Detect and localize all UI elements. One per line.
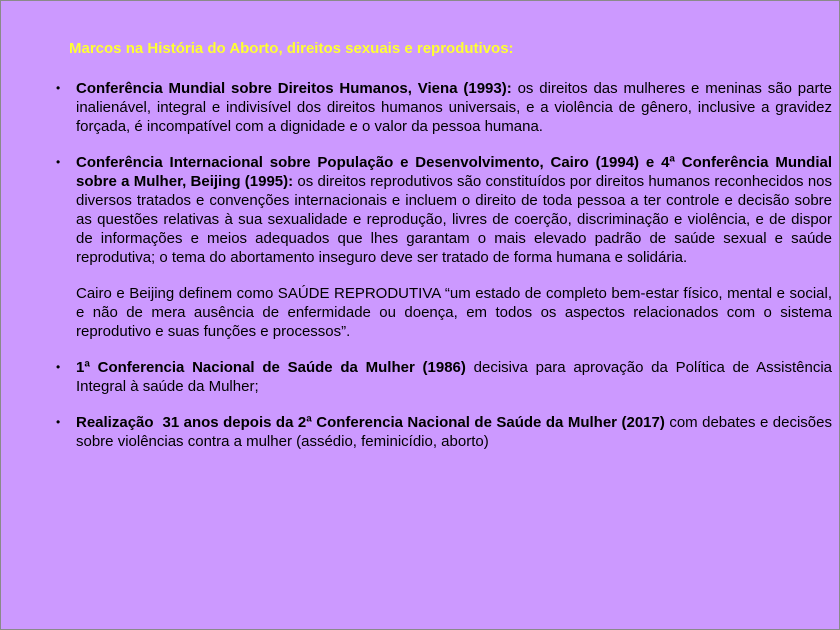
item-heading: 1ª Conferencia Nacional de Saúde da Mulher (1986) xyxy=(76,359,466,376)
spacer xyxy=(56,341,832,358)
milestones-list xyxy=(56,79,832,451)
item-text: os direitos das mulheres e meninas são parte inalienável, integral e indivisível dos direitos humanos universais, e a violência de gênero, inclusive a gravidez forçada, é incompatível com a dignidade e o valor da pessoa humana. xyxy=(76,80,832,135)
item-extra-paragraph: Cairo e Beijing definem como SAÚDE REPRODUTIVA “um estado de completo bem-estar físico, mental e social, e não de mera ausência de enfermidade ou doença, em todos os aspectos relacionados com o sistema reprodutivo e suas funções e processos”. xyxy=(76,285,832,340)
item-heading: Conferência Mundial sobre Direitos Humanos, Viena (1993): xyxy=(76,80,512,97)
item-text: com debates e decisões sobre violências contra a mulher (assédio, feminicídio, aborto) xyxy=(76,414,832,450)
bullet-icon: • xyxy=(56,360,61,374)
list-item xyxy=(56,413,832,451)
spacer xyxy=(76,267,832,284)
spacer xyxy=(56,396,832,413)
item-paragraph xyxy=(76,153,832,267)
bullet-icon: • xyxy=(56,81,61,95)
item-paragraph xyxy=(76,358,832,396)
spacer xyxy=(56,136,832,153)
list-item xyxy=(56,79,832,136)
list-item xyxy=(56,153,832,341)
item-text: os direitos reprodutivos são constituídos por direitos humanos reconhecidos nos diversos tratados e convenções internacionais e incluem o direito de toda pessoa a ter controle e decisão sobre as questões relativas à sua sexualidade e reprodução, livres de coerção, discriminação e violência, e de dispor de informações e meios adequados que lhes garantam o mais elevado padrão de saúde sexual e saúde reprodutiva; o tema do abortamento inseguro deve ser tratado de forma humana e solidária. xyxy=(76,173,833,266)
bullet-icon: • xyxy=(56,155,61,169)
item-paragraph xyxy=(76,413,832,451)
bullet-icon: • xyxy=(56,415,61,429)
slide-title: Marcos na História do Aborto, direitos sexuais e reprodutivos: xyxy=(69,40,514,57)
item-heading: Realização 31 anos depois da 2ª Conferencia Nacional de Saúde da Mulher (2017) xyxy=(76,414,665,431)
item-paragraph xyxy=(76,79,832,136)
list-item xyxy=(56,358,832,396)
item-text: decisiva para aprovação da Política de Assistência Integral à saúde da Mulher; xyxy=(76,359,833,395)
item-heading: Conferência Internacional sobre População e Desenvolvimento, Cairo (1994) e 4ª Conferência Mundial sobre a Mulher, Beijing (1995): xyxy=(76,154,832,190)
